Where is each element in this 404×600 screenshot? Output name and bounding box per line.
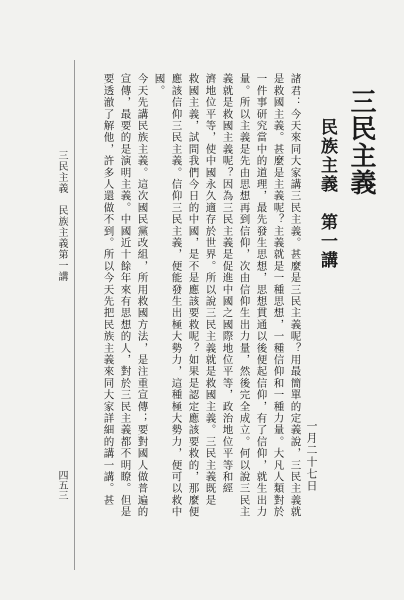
margin-divider — [74, 60, 75, 570]
body-column: 義就是救國主義呢？因為三民主義是促進中國之國際地位平等，政治地位平等和經 — [221, 73, 234, 495]
body-column: 一件事研究當中的道理，最先發生思想，思想貫通以後便起信仰，有了信仰，就生出力 — [255, 73, 268, 518]
body-column: 應該信仰三民主義。信仰三民主義，便能發生出極大勢力，這種極大勢力，便可以救中 — [170, 73, 183, 518]
body-column: 國。 — [153, 73, 166, 97]
lecture-date: 一月二十七日 — [305, 420, 318, 492]
body-column: 濟地位平等，使中國永久適存於世界。所以說三民主義就是救國主義。三民主義既是 — [204, 73, 217, 506]
page-number: 四五三 — [56, 470, 67, 500]
body-column: 救國主義，試問我們今日的中國，是不是應該要救呢？如果是認定應該要救的，那麼便 — [187, 73, 200, 518]
body-column: 諸君：今天來同大家講三民主義。甚麼是三民主義呢？用最簡單的定義說，三民主義就 — [289, 73, 302, 518]
body-column: 要透澈了解他，許多人還做不到。所以今天先把民族主義來同大家詳細的講一講。甚 — [102, 73, 115, 506]
body-column: 宣傳，最要的是演明主義。中國近十餘年來有思想的人，對於三民主義都不明瞭。但是 — [119, 73, 132, 518]
body-column: 今天先講民族主義。這次國民黨改組，所用救國方法，是注重宣傳；要對國人做普遍的 — [136, 73, 149, 518]
chapter-title: 民族主義 第一講 — [317, 118, 337, 270]
body-column: 是救國主義。甚麼是主義呢？主義就是一種思想，一種信仰和一種力量。大凡人類對於 — [272, 73, 285, 518]
body-column: 量。所以主義是先由思想再到信仰，次由信仰生出力量，然後完全成立。何以說三民主 — [238, 73, 251, 518]
margin-running-title: 三民主義 民族主義第一講 — [56, 150, 67, 282]
book-title: 三民主義 — [346, 88, 376, 196]
